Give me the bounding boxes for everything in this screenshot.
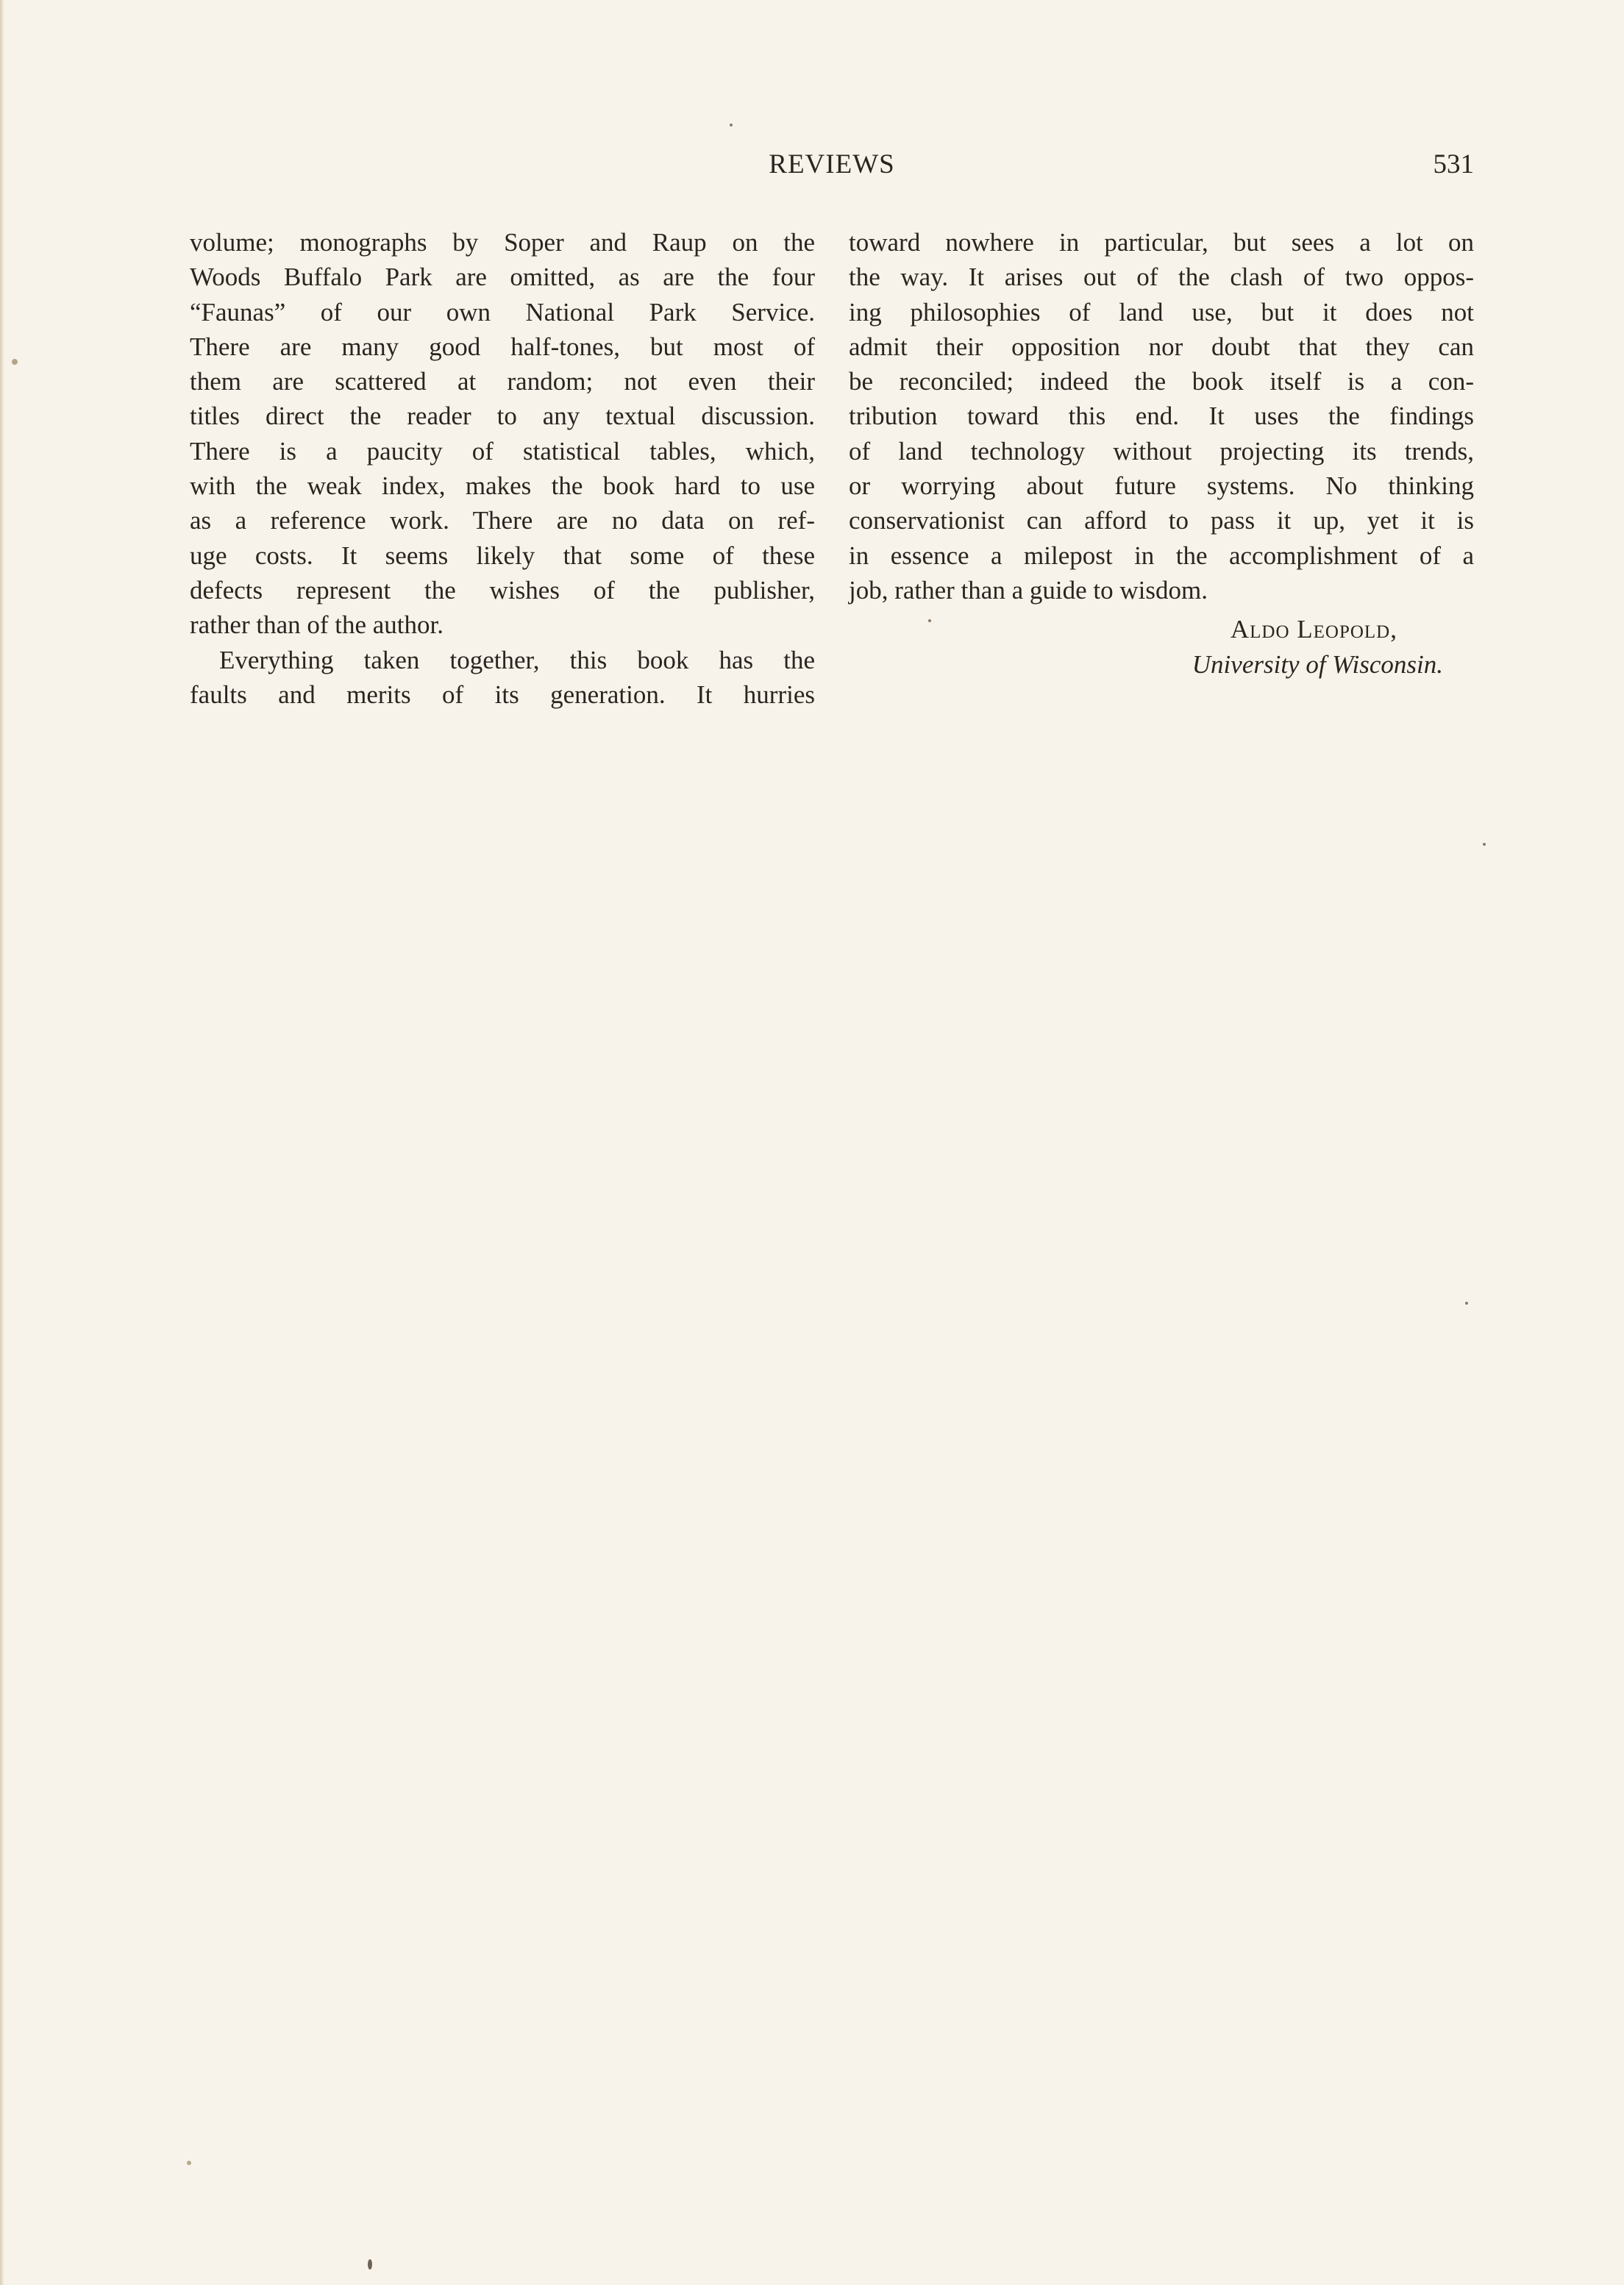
text-line: the way. It arises out of the clash of two oppos-: [849, 263, 1474, 292]
page-edge: [0, 0, 4, 2285]
text-line: toward nowhere in particular, but sees a lot on: [849, 228, 1474, 257]
paper-speck: [12, 359, 18, 365]
text-line: rather than of the author.: [190, 610, 444, 640]
section-title: REVIEWS: [769, 149, 895, 179]
text-line: conservationist can afford to pass it up, yet it is: [849, 506, 1474, 535]
author-name: Aldo Leopold,: [1230, 615, 1397, 644]
paper-speck: [1483, 843, 1486, 846]
paper-speck: [187, 2161, 191, 2165]
text-line: There is a paucity of statistical tables, which,: [190, 436, 815, 466]
text-line: as a reference work. There are no data on ref-: [190, 506, 815, 535]
text-line: job, rather than a guide to wisdom.: [849, 575, 1208, 605]
text-line: Woods Buffalo Park are omitted, as are the four: [190, 263, 815, 292]
text-line: “Faunas” of our own National Park Service.: [190, 297, 815, 327]
text-line: faults and merits of its generation. It hurries: [190, 680, 815, 709]
left-column: [190, 225, 815, 712]
review-signature: [849, 612, 1474, 682]
text-line: of land technology without projecting its trends,: [849, 436, 1474, 466]
paper-speck: [1465, 1302, 1468, 1305]
text-line: with the weak index, makes the book hard to use: [190, 471, 815, 501]
text-line: titles direct the reader to any textual discussion.: [190, 402, 815, 431]
text-line: Everything taken together, this book has the: [219, 645, 815, 674]
text-line: ing philosophies of land use, but it does not: [849, 297, 1474, 327]
text-line: or worrying about future systems. No thinking: [849, 471, 1474, 501]
author-affiliation: University of Wisconsin.: [1192, 650, 1443, 680]
text-line: defects represent the wishes of the publisher,: [190, 575, 815, 605]
running-header: [190, 149, 1474, 185]
text-line: tribution toward this end. It uses the findings: [849, 402, 1474, 431]
text-line: in essence a milepost in the accomplishment of a: [849, 541, 1474, 570]
text-line: admit their opposition nor doubt that they can: [849, 332, 1474, 361]
text-line: uge costs. It seems likely that some of these: [190, 541, 815, 570]
paper-speck: [928, 619, 931, 622]
paper-speck: [368, 2259, 372, 2270]
text-line: them are scattered at random; not even their: [190, 367, 815, 396]
page-number: 531: [1433, 149, 1474, 179]
paper-speck: [730, 124, 733, 126]
text-line: There are many good half-tones, but most of: [190, 332, 815, 361]
text-line: be reconciled; indeed the book itself is a con-: [849, 367, 1474, 396]
right-column: [849, 225, 1474, 682]
text-line: volume; monographs by Soper and Raup on the: [190, 228, 815, 257]
